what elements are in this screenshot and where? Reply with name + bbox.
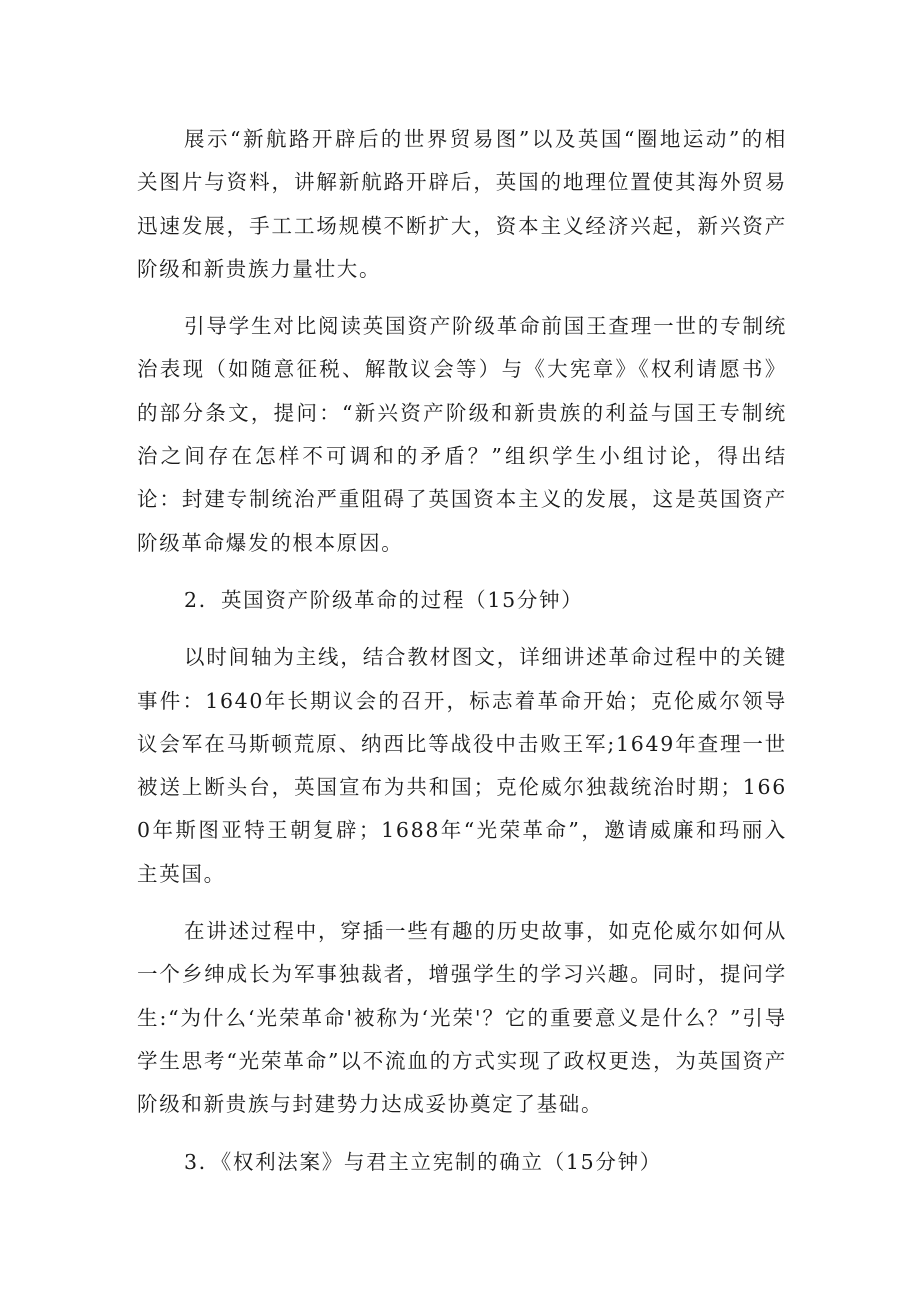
document-body (137, 118, 787, 1198)
paragraph-stories: 在讲述过程中，穿插一些有趣的历史故事，如克伦威尔如何从一个乡绅成长为军事独裁者，增强学生的学习兴趣。同时，提问学生:“为什么‘光荣革命'被称为‘光荣'？它的重要意义是什么？”引导学生思考“光荣革命”以不流血的方式实现了政权更迭，为英国资产阶级和新贵族与封建势力达成妥协奠定了基础。 (137, 919, 787, 1117)
paragraph-background: 展示“新航路开辟后的世界贸易图”以及英国“圈地运动”的相关图片与资料，讲解新航路开辟后，英国的地理位置使其海外贸易迅速发展，手工工场规模不断扩大，资本主义经济兴起，新兴资产阶级和新贵族力量壮大。 (137, 127, 787, 281)
paragraph-causes: 引导学生对比阅读英国资产阶级革命前国王查理一世的专制统治表现（如随意征税、解散议会等）与《大宪章》《权利请愿书》的部分条文，提问：“新兴资产阶级和新贵族的利益与国王专制统治之间存在怎样不可调和的矛盾？”组织学生小组讨论，得出结论：封建专制统治严重阻碍了英国资本主义的发展，这是英国资产阶级革命爆发的根本原因。 (137, 314, 787, 555)
section-heading-process: 2．英国资产阶级革命的过程（15分钟） (184, 587, 584, 612)
section-heading-bill-of-rights: 3．《权利法案》与君主立宪制的确立（15分钟） (184, 1149, 662, 1174)
paragraph-timeline: 以时间轴为主线，结合教材图文，详细讲述革命过程中的关键事件：1640年长期议会的召开，标志着革命开始；克伦威尔领导议会军在马斯顿荒原、纳西比等战役中击败王军;1649年查理一世被送上断头台，英国宣布为共和国；克伦威尔独裁统治时期；1660年斯图亚特王朝复辟；1688年“光荣革命”，邀请威廉和玛丽入主英国。 (137, 645, 787, 886)
